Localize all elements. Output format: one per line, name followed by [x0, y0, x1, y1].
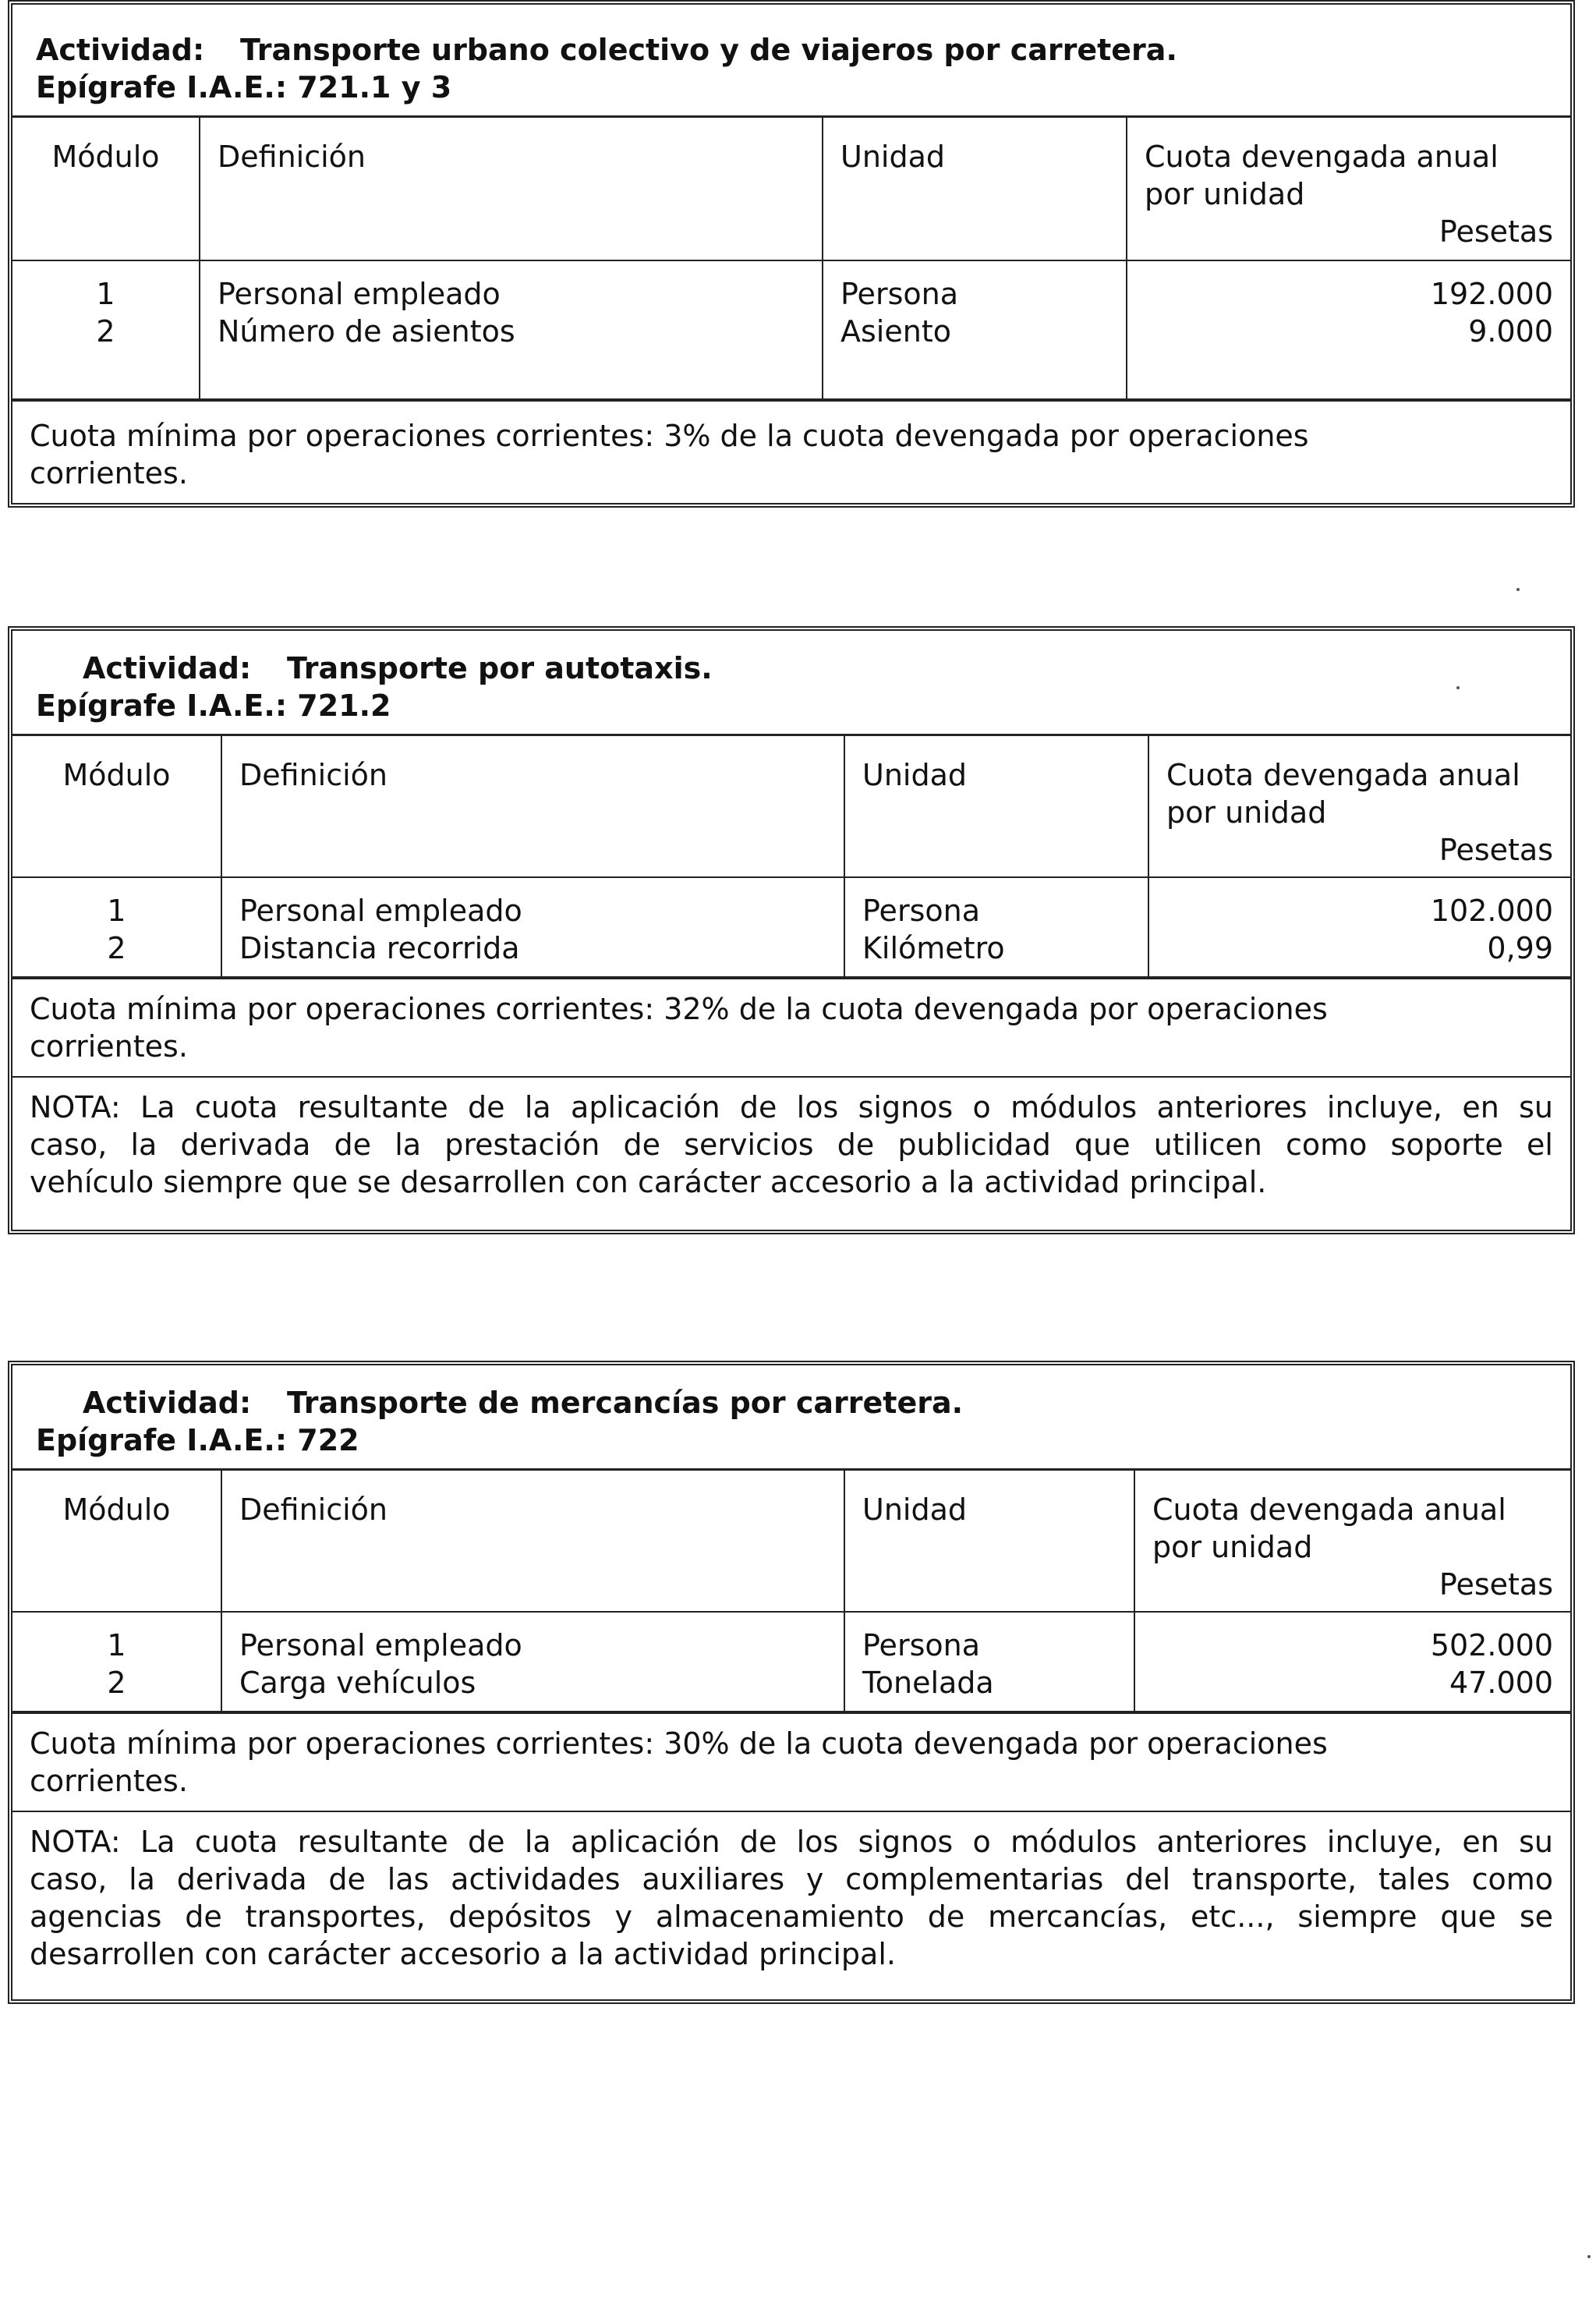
- header-cuota-line2: por unidad: [1166, 795, 1327, 830]
- cuota-minima-line: Cuota mínima por operaciones corrientes: 3% de la cuota devengada por operaciones: [30, 418, 1309, 453]
- table-row: [12, 877, 1570, 977]
- modulo-block-mercancias: [8, 1361, 1575, 2004]
- cell-unidades: [844, 1612, 1134, 1712]
- epigrafe-line: [36, 1422, 1555, 1459]
- table-row: [12, 260, 1570, 399]
- actividad-label: Actividad:: [83, 1386, 252, 1420]
- nota-note: [12, 1811, 1570, 1984]
- header-unidad: Unidad: [823, 117, 1127, 260]
- epigrafe-label: Epígrafe I.A.E.:: [36, 689, 288, 723]
- modulo-number: 1: [107, 893, 126, 928]
- header-cuota: [1127, 117, 1570, 260]
- nota-line: desarrollen con carácter accesorio a la actividad principal.: [30, 1936, 896, 1971]
- header-unidad: Unidad: [844, 735, 1148, 877]
- block-header: [12, 631, 1570, 729]
- cuota-value: 0,99: [1487, 930, 1553, 965]
- modulos-table: [12, 734, 1570, 978]
- cuota-minima-note: [12, 400, 1570, 503]
- nota-line: caso, la derivada de las actividades auxiliares y complementarias del transporte, tales como: [30, 1861, 1553, 1896]
- header-modulo: Módulo: [12, 117, 200, 260]
- modulo-number: 2: [107, 930, 126, 965]
- cuota-minima-line: Cuota mínima por operaciones corrientes: 32% de la cuota devengada por operaciones: [30, 991, 1328, 1026]
- header-definicion: Definición: [221, 1470, 844, 1612]
- header-cuota-line1: Cuota devengada anual: [1166, 758, 1520, 792]
- actividad-label: Actividad:: [83, 651, 252, 685]
- modulos-table: [12, 1468, 1570, 1712]
- unidad-text: Tonelada: [862, 1665, 994, 1700]
- cell-cuotas: [1127, 260, 1570, 399]
- header-definicion: Definición: [200, 117, 823, 260]
- nota-line: agencias de transportes, depósitos y almacenamiento de mercancías, etc..., siempre que se: [30, 1899, 1553, 1934]
- cell-cuotas: [1134, 1612, 1570, 1712]
- actividad-line: [36, 1384, 1555, 1422]
- nota-line: NOTA: La cuota resultante de la aplicación de los signos o módulos anteriores incluye, en su: [30, 1089, 1553, 1124]
- definicion-text: Carga vehículos: [239, 1665, 476, 1700]
- table-header-row: [12, 1470, 1570, 1612]
- cuota-minima-line: corrientes.: [30, 1763, 188, 1798]
- cuota-minima-note: [12, 1712, 1570, 1811]
- cuota-minima-note: [12, 978, 1570, 1076]
- cuota-value: 47.000: [1449, 1665, 1553, 1700]
- modulo-number: 2: [96, 313, 115, 349]
- header-unidad: Unidad: [844, 1470, 1134, 1612]
- cuota-minima-line: corrientes.: [30, 455, 188, 490]
- cuota-value: 9.000: [1468, 313, 1553, 349]
- modulo-number: 1: [107, 1627, 126, 1662]
- cell-definiciones: [221, 1612, 844, 1712]
- cell-unidades: [844, 877, 1148, 977]
- cell-unidades: [823, 260, 1127, 399]
- cell-cuotas: [1148, 877, 1570, 977]
- header-cuota-line2: por unidad: [1145, 177, 1305, 211]
- nota-line: NOTA: La cuota resultante de la aplicación de los signos o módulos anteriores incluye, en su: [30, 1824, 1553, 1859]
- unidad-text: Kilómetro: [862, 930, 1005, 965]
- unidad-text: Persona: [862, 893, 980, 928]
- cuota-value: 192.000: [1430, 276, 1553, 311]
- table-header-row: [12, 735, 1570, 877]
- scan-speck: [1456, 686, 1460, 689]
- cell-modulos: [12, 260, 200, 399]
- actividad-value: Transporte de mercancías por carretera.: [287, 1386, 964, 1420]
- epigrafe-label: Epígrafe I.A.E.:: [36, 1423, 288, 1457]
- modulo-number: 2: [107, 1665, 126, 1700]
- cell-modulos: [12, 877, 221, 977]
- header-modulo: Módulo: [12, 735, 221, 877]
- epigrafe-label: Epígrafe I.A.E.:: [36, 70, 288, 104]
- table-header-row: [12, 117, 1570, 260]
- header-cuota: [1134, 1470, 1570, 1612]
- cuota-minima-line: Cuota mínima por operaciones corrientes: 30% de la cuota devengada por operaciones: [30, 1726, 1328, 1761]
- nota-line: caso, la derivada de la prestación de servicios de publicidad que utilicen como soporte el: [30, 1127, 1553, 1162]
- epigrafe-line: [36, 69, 1555, 106]
- header-cuota-line1: Cuota devengada anual: [1152, 1492, 1506, 1527]
- block-header: [12, 5, 1570, 111]
- actividad-label: Actividad:: [36, 33, 205, 67]
- header-moneda: Pesetas: [1439, 214, 1553, 249]
- modulo-block-urbano: [8, 0, 1575, 508]
- nota-line: vehículo siempre que se desarrollen con carácter accesorio a la actividad principal.: [30, 1164, 1267, 1199]
- epigrafe-line: [36, 687, 1555, 724]
- cuota-minima-line: corrientes.: [30, 1029, 188, 1064]
- header-cuota-line2: por unidad: [1152, 1530, 1313, 1564]
- scan-speck: [1587, 2255, 1591, 2258]
- unidad-text: Asiento: [840, 313, 951, 349]
- definicion-text: Número de asientos: [218, 313, 515, 349]
- unidad-text: Persona: [862, 1627, 980, 1662]
- modulos-table: [12, 115, 1570, 400]
- cell-definiciones: [200, 260, 823, 399]
- header-cuota-line1: Cuota devengada anual: [1145, 140, 1499, 174]
- header-cuota: [1148, 735, 1570, 877]
- epigrafe-value: 721.2: [297, 689, 391, 723]
- definicion-text: Personal empleado: [239, 1627, 522, 1662]
- definicion-text: Personal empleado: [218, 276, 501, 311]
- actividad-value: Transporte por autotaxis.: [287, 651, 713, 685]
- cuota-value: 102.000: [1430, 893, 1553, 928]
- actividad-line: [36, 650, 1555, 687]
- header-definicion: Definición: [221, 735, 844, 877]
- epigrafe-value: 722: [297, 1423, 359, 1457]
- actividad-value: Transporte urbano colectivo y de viajeros por carretera.: [240, 33, 1177, 67]
- cuota-value: 502.000: [1430, 1627, 1553, 1662]
- nota-note: [12, 1076, 1570, 1212]
- header-moneda: Pesetas: [1439, 833, 1553, 867]
- modulo-block-autotaxis: [8, 626, 1575, 1234]
- header-moneda: Pesetas: [1439, 1567, 1553, 1602]
- header-modulo: Módulo: [12, 1470, 221, 1612]
- cell-definiciones: [221, 877, 844, 977]
- definicion-text: Distancia recorrida: [239, 930, 520, 965]
- modulo-number: 1: [96, 276, 115, 311]
- unidad-text: Persona: [840, 276, 958, 311]
- block-header: [12, 1365, 1570, 1464]
- scan-speck: [1516, 588, 1520, 591]
- definicion-text: Personal empleado: [239, 893, 522, 928]
- table-row: [12, 1612, 1570, 1712]
- epigrafe-value: 721.1 y 3: [297, 70, 452, 104]
- actividad-line: [36, 31, 1555, 69]
- cell-modulos: [12, 1612, 221, 1712]
